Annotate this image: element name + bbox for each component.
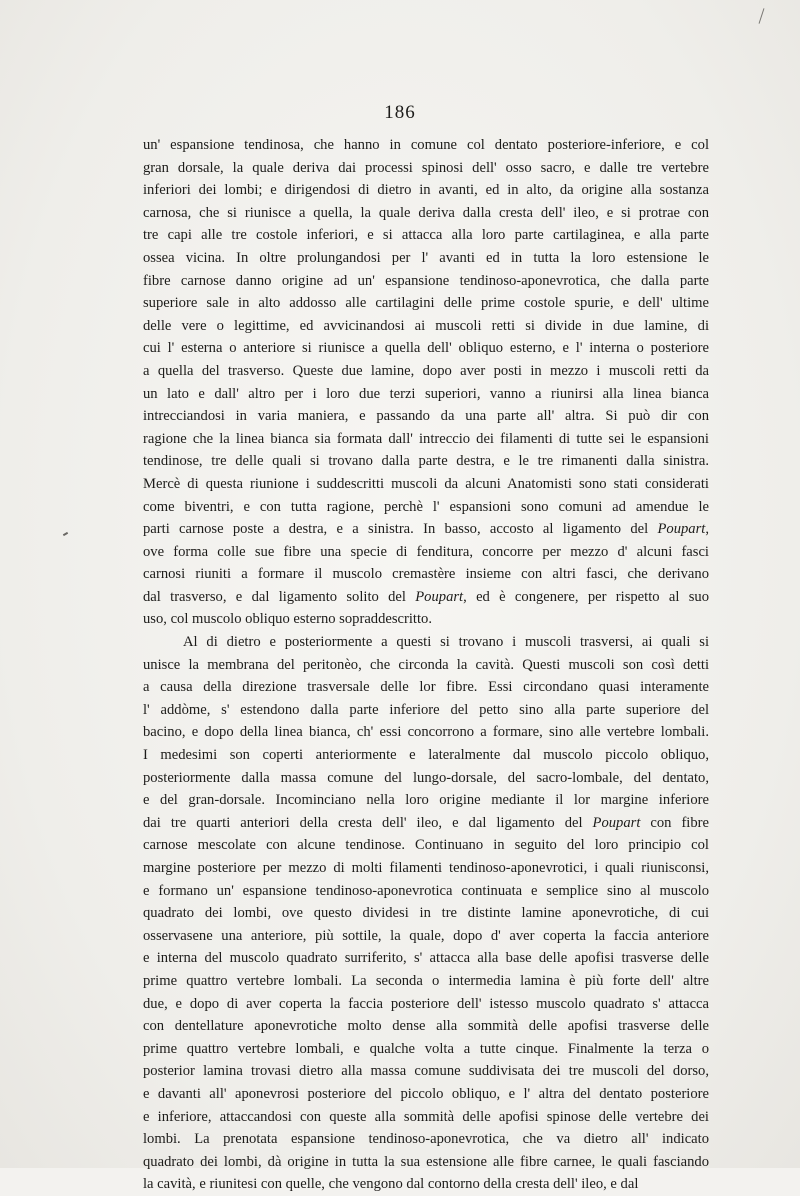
text-line: ragione che la linea bianca sia formata dall' intreccio dei filamenti di tutte sei le espansioni: [143, 430, 709, 447]
text-line: Mercè di questa riunione i suddescritti muscoli da alcuni Anatomisti sono stati considerati: [143, 475, 709, 492]
body-text: [143, 134, 709, 1196]
text-line: carnose mescolate con alcune tendinose. Continuano in seguito del loro principio col: [143, 837, 709, 854]
text-line: dal trasverso, e dal ligamento solito del Poupart, ed è congenere, per rispetto al suo: [143, 588, 709, 605]
text-line: Al di dietro e posteriormente a questi si trovano i muscoli trasversi, ai quali si: [183, 634, 709, 651]
text-line: carnosi riuniti a formare il muscolo cremastère insieme con altri fasci, che derivano: [143, 566, 709, 583]
text-line: un' espansione tendinosa, che hanno in comune col dentato posteriore-inferiore, e col: [143, 137, 709, 153]
page-number: 186: [384, 102, 416, 123]
text-line: gran dorsale, la quale deriva dai processi spinosi dell' osso sacro, e dalle tre vertebre: [143, 159, 709, 176]
text-line: e formano un' espansione tendinoso-aponevrotica continuata e semplice sino al muscolo: [143, 882, 709, 899]
text-line: osservasene una anteriore, più sottile, la quale, dopo d' aver coperta la faccia anteriore: [143, 927, 709, 944]
text-line: a quella del trasverso. Queste due lamine, dopo aver posti in mezzo i muscoli retti da: [143, 362, 709, 379]
text-line: lombi. La prenotata espansione tendinoso-aponevrotica, che va dietro all' indicato: [143, 1131, 709, 1148]
text-line: posterior lamina trovasi dietro alla massa comune suddivisata dei tre muscoli del dorso,: [143, 1063, 709, 1080]
text-line: con dentellature aponevrotiche molto dense alla sommità delle apofisi trasverse delle: [143, 1018, 709, 1035]
text-line: fibre carnose danno origine ad un' espansione tendinoso-aponevrotica, che dalla parte: [143, 272, 709, 289]
text-line: ossea vicina. In oltre prolungandosi per l' avanti ed in tutta la loro estensione le: [143, 249, 709, 266]
text-line: intrecciandosi in varia maniera, e passando da una parte all' altra. Si può dir con: [143, 408, 709, 425]
text-line: prime quattro vertebre lombali. La seconda o intermedia lamina è più forte dell' altre: [143, 972, 709, 989]
text-line: la cavità, e riunitesi con quelle, che vengono dal contorno della cresta dell' ileo, e dal: [143, 1176, 639, 1193]
text-line: posteriormente dalla massa comune del lungo-dorsale, del sacro-lombale, del dentato,: [143, 769, 709, 786]
text-line: l' addòme, s' estendono dalla parte inferiore del petto sino alla parte superiore del: [143, 701, 709, 718]
text-line: margine posteriore per mezzo di molti filamenti tendinoso-aponevrotici, i quali riunisconsi,: [143, 860, 709, 876]
text-line: inferiori dei lombi; e dirigendosi di dietro in avanti, ed in alto, da origine alla sostanza: [143, 182, 709, 199]
text-line: tendinose, tre delle quali si trovano dalla parte destra, e le tre rimanenti dalla sinistra.: [143, 453, 709, 470]
text-line: cui l' esterna o anteriore si riunisce a quella dell' obliquo esterno, e l' interna o posteriore: [143, 340, 709, 357]
text-line: due, e dopo di aver coperta la faccia posteriore dell' istesso muscolo quadrato s' attacca: [143, 995, 709, 1012]
italic-name: Poupart: [657, 521, 706, 538]
text-line: e interna del muscolo quadrato surriferito, s' attacca alla base delle apofisi trasverse delle: [143, 950, 709, 967]
text-line: prime quattro vertebre lombali, e qualche volta a tutte cinque. Finalmente la terza o: [143, 1040, 709, 1057]
text-line: bacino, e dopo della linea bianca, ch' essi concorrono a formare, sino alle vertebre lombali.: [143, 724, 709, 741]
text-line: parti carnose poste a destra, e a sinistra. In basso, accosto al ligamento del Poupart,: [143, 521, 709, 538]
text-line: a causa della direzione trasversale delle lor fibre. Essi circondano quasi interamente: [143, 679, 709, 696]
italic-name: Poupart: [415, 588, 464, 605]
text-line: dai tre quarti anteriori della cresta dell' ileo, e dal ligamento del Poupart con fibre: [143, 814, 709, 831]
page-edge-mark: [759, 8, 765, 24]
margin-ink-mark: [63, 532, 68, 536]
text-line: I medesimi son coperti anteriormente e lateralmente dal muscolo piccolo obliquo,: [143, 747, 709, 764]
text-line: e inferiore, attaccandosi con queste alla sommità delle apofisi spinose delle vertebre dei: [143, 1108, 709, 1125]
text-line: ove forma colle sue fibre una specie di fenditura, concorre per mezzo d' alcuni fasci: [143, 543, 709, 560]
text-line: come biventri, e con tutta ragione, perchè l' espansioni sono comuni ad amendue le: [143, 498, 709, 515]
text-line: quadrato dei lombi, dà origine in tutta la sua estensione alle fibre carnee, le quali fasciando: [143, 1153, 709, 1170]
text-line: tre capi alle tre costole inferiori, e si attacca alla loro parte cartilaginea, e alla parte: [143, 227, 709, 244]
text-line: e del gran-dorsale. Incominciano nella loro origine mediante il lor margine inferiore: [143, 792, 709, 809]
text-line: unisce la membrana del peritonèo, che circonda la cavità. Questi muscoli son così detti: [143, 656, 709, 673]
text-line: un lato e dall' altro per i loro due terzi superiori, vanno a riunirsi alla linea bianca: [143, 385, 709, 402]
text-line: delle vere o legittime, ed avvicinandosi ai muscoli retti si divide in due lamine, di: [143, 317, 709, 334]
text-line: quadrato dei lombi, ove questo dividesi in tre distinte lamine aponevrotiche, di cui: [143, 905, 709, 922]
text-line: carnosa, che si riunisce a quella, la quale deriva dalla cresta dell' ileo, e si protrae con: [143, 204, 709, 221]
text-line: uso, col muscolo obliquo esterno sopraddescritto.: [143, 611, 432, 628]
text-line: superiore sale in alto addosso alle cartilagini delle prime costole spurie, e dell' ultime: [143, 295, 709, 312]
text-line: e davanti all' aponevrosi posteriore del piccolo obliquo, e l' altra del dentato posteriore: [143, 1085, 709, 1102]
italic-name: Poupart: [592, 814, 641, 831]
